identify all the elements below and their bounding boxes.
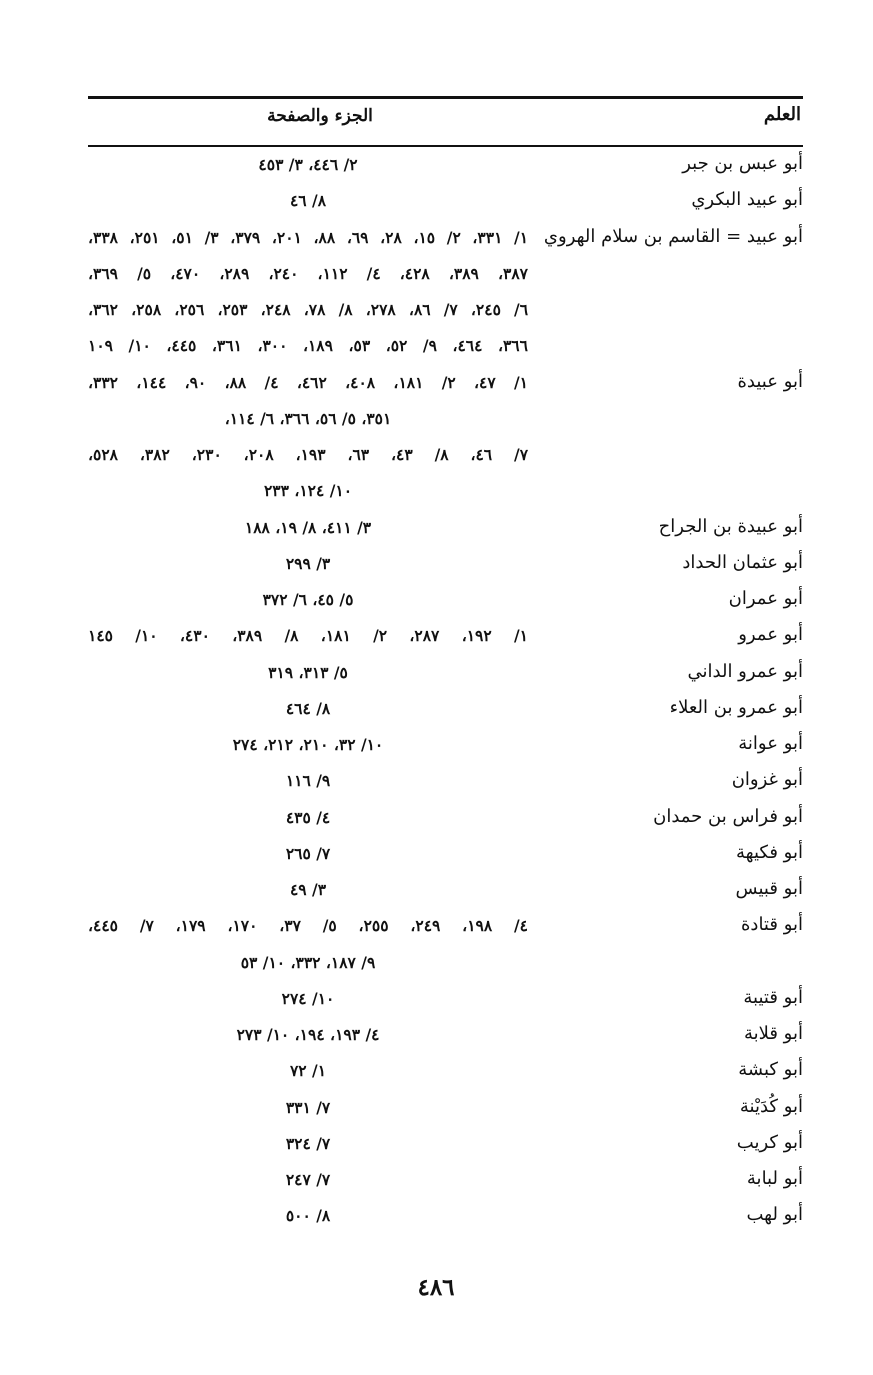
- index-row: [0, 729, 873, 765]
- entry-name: أبو غزوان: [731, 769, 803, 791]
- entry-name: أبو عثمان الحداد: [682, 551, 803, 573]
- entry-references: ٦/ ٢٤٥، ٧/ ٨٦، ٢٧٨، ٨/ ٧٨، ٢٤٨، ٢٥٣، ٢٥٦، ٢٥٨، ٣٦٢،: [88, 300, 528, 319]
- entry-references: ٧/ ٤٦، ٨/ ٤٣، ٦٣، ١٩٣، ٢٠٨، ٢٣٠، ٣٨٢، ٥٢٨،: [88, 445, 528, 464]
- index-row: [0, 910, 873, 946]
- entry-name: أبو كريب: [736, 1131, 803, 1153]
- entry-name: أبو قتيبة: [743, 986, 803, 1008]
- index-row: [0, 693, 873, 729]
- index-row: [0, 1200, 873, 1236]
- entry-references: ١/ ٤٧، ٢/ ١٨١، ٤٠٨، ٤٦٢، ٤/ ٨٨، ٩٠، ١٤٤، ٣٣٢،: [88, 372, 528, 392]
- index-row: [0, 149, 873, 185]
- entry-references: ٧/ ٢٤٧: [285, 1170, 331, 1189]
- index-row: [0, 1055, 873, 1091]
- reference-column-header: الجزء والصفحة: [267, 106, 373, 126]
- index-row: [0, 367, 873, 403]
- entry-references: ٥/ ٤٥، ٦/ ٣٧٢: [262, 590, 354, 609]
- index-row: [0, 874, 873, 910]
- index-row: [0, 584, 873, 620]
- index-row: [0, 294, 873, 330]
- index-row: [0, 185, 873, 221]
- entry-name: أبو قبيس: [735, 878, 803, 899]
- entry-name: أبو كُدَيْنة: [739, 1095, 803, 1117]
- entry-references: ١٠/ ٢٧٤: [281, 988, 335, 1008]
- name-column-header: العلم: [763, 104, 801, 125]
- index-row: [0, 258, 873, 294]
- entry-references: ٣٦٦، ٤٦٤، ٩/ ٥٢، ٥٣، ١٨٩، ٣٠٠، ٣٦١، ٤٤٥، ١٠/ ١٠٩: [88, 336, 528, 356]
- entry-references: ٨/ ٥٠٠: [285, 1206, 331, 1226]
- entry-name: أبو عبس بن جبر: [682, 153, 803, 174]
- entry-references: ٩/ ١١٦: [285, 771, 331, 791]
- entry-name: أبو لهب: [746, 1204, 803, 1226]
- entry-name: أبو قتادة: [741, 914, 803, 936]
- entry-name: أبو فراس بن حمدان: [653, 805, 803, 827]
- entry-name: أبو لبابة: [746, 1168, 803, 1189]
- entry-references: ٧/ ٣٢٤: [285, 1133, 331, 1153]
- index-row: [0, 512, 873, 548]
- entry-name: أبو عبيد = القاسم بن سلام الهروي: [543, 225, 803, 247]
- index-row: [0, 1164, 873, 1200]
- entry-references: ٢/ ٤٤٦، ٣/ ٤٥٣: [258, 155, 358, 174]
- entry-name: أبو عمرو الداني: [687, 660, 803, 682]
- index-row: [0, 765, 873, 801]
- entry-references: ٧/ ٢٦٥: [285, 843, 331, 863]
- entry-name: أبو عبيدة: [737, 370, 803, 392]
- index-row: [0, 222, 873, 258]
- index-row: [0, 1128, 873, 1164]
- entry-name: أبو عمرو بن العلاء: [669, 696, 803, 718]
- index-row: [0, 439, 873, 475]
- entry-name: أبو فكيهة: [736, 841, 803, 863]
- entry-references: ٤/ ١٩٨، ٢٤٩، ٢٥٥، ٥/ ٣٧، ١٧٠، ١٧٩، ٧/ ٤٤٥،: [88, 916, 528, 936]
- entry-name: أبو قلابة: [743, 1023, 803, 1044]
- entry-references: ٣/ ٢٩٩: [285, 553, 331, 573]
- entry-references: ٣٥١، ٥/ ٥٦، ٣٦٦، ٦/ ١١٤،: [224, 408, 392, 428]
- entry-name: أبو عبيدة بن الجراح: [658, 515, 803, 537]
- entry-references: ١٠/ ٣٢، ٢١٠، ٢١٢، ٢٧٤: [232, 735, 384, 754]
- index-row: [0, 1019, 873, 1055]
- index-row: [0, 1092, 873, 1128]
- entry-references: ٨/ ٤٦: [289, 191, 327, 211]
- entry-references: ٤/ ٤٣٥: [285, 807, 331, 827]
- entry-references: ٨/ ٤٦٤: [285, 698, 331, 718]
- index-row: [0, 657, 873, 693]
- entry-references: ١/ ٧٢: [289, 1061, 327, 1081]
- entry-references: ٣/ ٤٩: [289, 880, 327, 899]
- entry-references: ٤/ ١٩٣، ١٩٤، ١٠/ ٢٧٣: [236, 1025, 380, 1044]
- entry-references: ١/ ١٩٢، ٢٨٧، ٢/ ١٨١، ٨/ ٣٨٩، ٤٣٠، ١٠/ ١٤٥: [88, 626, 528, 646]
- index-row: [0, 548, 873, 584]
- index-row: [0, 620, 873, 656]
- entry-references: ٥/ ٣١٣، ٣١٩: [268, 662, 348, 682]
- entry-name: أبو عبيد البكري: [691, 189, 803, 211]
- entry-references: ١٠/ ١٢٤، ٢٣٣: [263, 481, 353, 501]
- entry-name: أبو عمران: [728, 588, 803, 609]
- header-rule: [88, 145, 803, 147]
- index-row: [0, 947, 873, 983]
- index-row: [0, 838, 873, 874]
- index-entries: [0, 149, 873, 1237]
- entry-references: ١/ ٣٣١، ٢/ ١٥، ٢٨، ٦٩، ٨٨، ٢٠١، ٣٧٩، ٣/ ٥١، ٢٥١، ٣٣٨،: [88, 227, 528, 247]
- index-row: [0, 983, 873, 1019]
- index-row: [0, 475, 873, 511]
- index-row: [0, 403, 873, 439]
- entry-references: ٩/ ١٨٧، ٣٣٢، ١٠/ ٥٣: [240, 952, 376, 972]
- entry-name: أبو كبشة: [738, 1059, 803, 1081]
- page-number: ٤٨٦: [417, 1274, 455, 1301]
- entry-name: أبو عمرو: [738, 624, 803, 646]
- index-row: [0, 330, 873, 366]
- entry-name: أبو عوانة: [738, 733, 803, 754]
- top-rule: [88, 96, 803, 99]
- index-row: [0, 802, 873, 838]
- entry-references: ٧/ ٣٣١: [285, 1097, 331, 1117]
- entry-references: ٣/ ٤١١، ٨/ ١٩، ١٨٨: [244, 517, 372, 537]
- entry-references: ٣٨٧، ٣٨٩، ٤٢٨، ٤/ ١١٢، ٢٤٠، ٢٨٩، ٤٧٠، ٥/ ٣٦٩،: [88, 263, 528, 283]
